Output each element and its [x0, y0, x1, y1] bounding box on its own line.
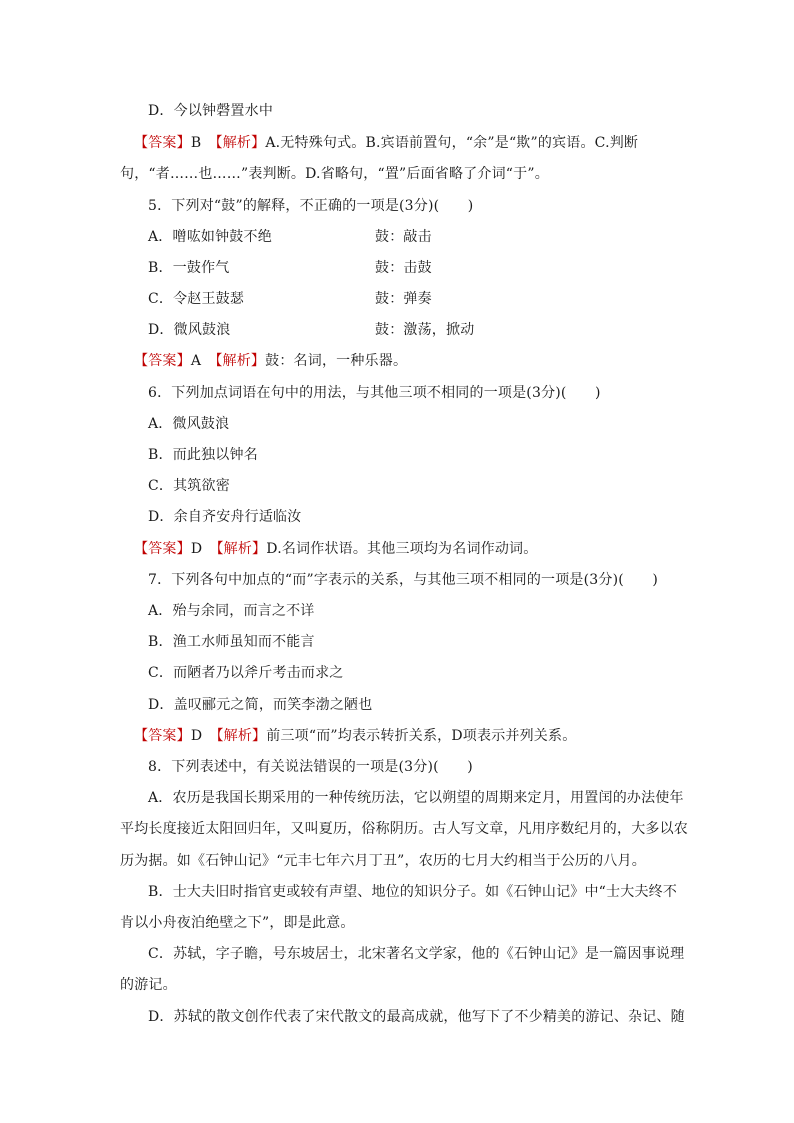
q6-answer-line — [134, 539, 537, 559]
option-sentence: A．噌吰如钟鼓不绝 — [148, 229, 272, 245]
q5-answer-line — [134, 351, 407, 371]
answer-tag: 【答案】 — [134, 135, 191, 151]
analysis-tag: 【解析】 — [215, 353, 266, 369]
q8-option-b-line2: 肯以小舟夜泊绝壁之下”，即是此意。 — [120, 915, 355, 931]
q6-option-b: B．而此独以钟名 — [148, 447, 258, 463]
q7-option-d: D．盖叹郦元之简，而笑李渤之陋也 — [148, 697, 373, 713]
option-sentence: C．令赵王鼓瑟 — [148, 291, 245, 307]
option-sentence: B．一鼓作气 — [148, 260, 230, 276]
q7-answer-line — [134, 726, 576, 746]
q7-option-c: C．而陋者乃以斧斤考击而求之 — [148, 665, 344, 681]
q8-option-d-line1: D．苏轼的散文创作代表了宋代散文的最高成就，他写下了不少精美的游记、杂记、随 — [148, 1009, 685, 1025]
q8-option-b-line1: B．士大夫旧时指官吏或较有声望、地位的知识分子。如《石钟山记》中“士大夫终不 — [148, 884, 678, 900]
q6-stem: 6．下列加点词语在句中的用法，与其他三项不相同的一项是(3分)( ) — [148, 385, 601, 401]
analysis-text: 前三项“而”均表示转折关系，D项表示并列关系。 — [266, 728, 577, 744]
q7-option-b: B．渔工水师虽知而不能言 — [148, 634, 315, 650]
q5-option-d — [148, 320, 708, 340]
q8-option-c-line2: 的游记。 — [120, 977, 177, 993]
q5-option-c — [148, 289, 708, 309]
q8-option-c-line1: C．苏轼，字子瞻，号东坡居士，北宋著名文学家，他的《石钟山记》是一篇因事说理 — [148, 946, 685, 962]
q8-option-a-line2: 平均长度接近太阳回归年，又叫夏历，俗称阴历。古人写文章，凡用序数纪月的，大多以农 — [120, 821, 688, 837]
answer-value: D — [190, 541, 203, 557]
q7-stem: 7．下列各句中加点的“而”字表示的关系，与其他三项不相同的一项是(3分)( ) — [148, 572, 658, 588]
analysis-tag: 【解析】 — [216, 728, 267, 744]
option-gloss: 鼓：激荡，掀动 — [375, 322, 475, 338]
analysis-text: A.无特殊句式。B.宾语前置句，“余”是“欺”的宾语。C.判断 — [265, 135, 639, 151]
q6-option-d: D．余自齐安舟行适临汝 — [148, 509, 302, 525]
q8-stem: 8．下列表述中，有关说法错误的一项是(3分)( ) — [148, 759, 473, 775]
answer-tag: 【答案】 — [134, 353, 191, 369]
analysis-tag: 【解析】 — [216, 541, 267, 557]
q8-option-a-line1: A．农历是我国长期采用的一种传统历法，它以朔望的周期来定月，用置闰的办法使年 — [148, 790, 684, 806]
q5-stem: 5．下列对“鼓”的解释，不正确的一项是(3分)( ) — [148, 198, 474, 214]
q4-option-d: D．今以钟磬置水中 — [148, 103, 274, 119]
analysis-tag: 【解析】 — [215, 135, 266, 151]
q4-analysis-line2: 句，“者……也……”表判断。D.省略句，“置”后面省略了介词“于”。 — [120, 166, 549, 182]
answer-tag: 【答案】 — [134, 728, 191, 744]
answer-tag: 【答案】 — [134, 541, 191, 557]
answer-value: A — [190, 353, 202, 369]
q5-option-b — [148, 258, 708, 278]
q5-option-a — [148, 227, 708, 247]
answer-value: D — [190, 728, 203, 744]
option-sentence: D．微风鼓浪 — [148, 322, 231, 338]
q7-option-a: A．殆与余同，而言之不详 — [148, 603, 315, 619]
analysis-text: 鼓：名词，一种乐器。 — [265, 353, 408, 369]
q4-answer-line — [134, 133, 638, 153]
q8-option-a-line3: 历为据。如《石钟山记》“元丰七年六月丁丑”，农历的七月大约相当于公历的八月。 — [120, 853, 646, 869]
analysis-text: D.名词作状语。其他三项均为名词作动词。 — [266, 541, 538, 557]
answer-value: B — [190, 135, 202, 151]
q6-option-a: A．微风鼓浪 — [148, 416, 230, 432]
q6-option-c: C．其筑欲密 — [148, 478, 230, 494]
option-gloss: 鼓：击鼓 — [375, 260, 432, 276]
option-gloss: 鼓：弹奏 — [375, 291, 432, 307]
option-gloss: 鼓：敲击 — [375, 229, 432, 245]
